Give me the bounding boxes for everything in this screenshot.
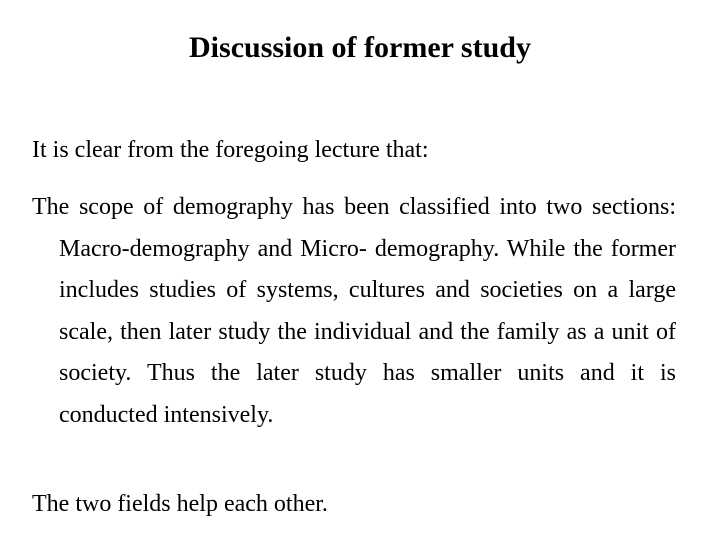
- closing-text: The two fields help each other.: [32, 491, 328, 517]
- slide-title: Discussion of former study: [189, 31, 531, 64]
- intro-text: It is clear from the foregoing lecture that:: [32, 137, 429, 163]
- body-paragraph: The scope of demography has been classified into two sections: Macro-demography and Micro- demography. While the former includes studies of systems, cultures and societies on a large scale, then later study the individual and the family as a unit of society. Thus the later study has smaller units and it is conducted intensively.: [32, 194, 676, 428]
